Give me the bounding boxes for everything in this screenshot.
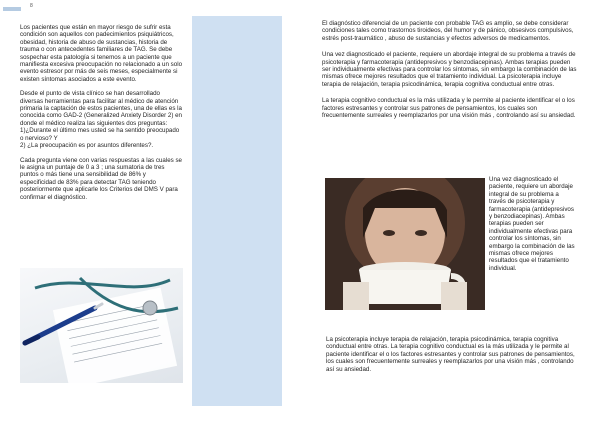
left-column (20, 24, 182, 208)
right-column (322, 20, 580, 128)
decorative-blue-panel (192, 16, 282, 406)
side-text-block (489, 176, 577, 272)
bottom-text-block (326, 336, 576, 373)
side-paragraph: Una vez diagnosticado el paciente, requiere un abordaje integral de su problema a través de psicoterapia y farmacoterapia (antidepresivos y benzodiacepinas). Ambas terapias pueden ser individualmente efectivas para controlar los síntomas, sin embargo la combinación de las mismas ofrece mejores resultados que el tratamiento individual. (489, 176, 575, 272)
page-header-bar (3, 7, 21, 11)
woman-cup-icon (325, 178, 485, 310)
stethoscope-icon (20, 268, 183, 383)
left-paragraph-2: Desde el punto de vista clínico se han desarrollado diversas herramientas para facilitar al médico de atención primaria la captación de estos pacientes, una de ellas es la conocida como GAD-2 (Generalized Anxiety Disorder 2) en donde el médico realiza las siguientes dos preguntas: 1)¿Durante el último mes usted se ha sentido preocupado o nervioso? Y 2) ¿La preocupación es por asuntos diferentes?. (20, 90, 183, 150)
woman-with-cup-photo (325, 178, 485, 310)
left-paragraph-3: Cada pregunta viene con varias respuestas a las cuales se le asigna un puntaje de 0 a 3 ; una sumatoria de tres puntos o más tiene una sensibilidad de 86% y especificidad de 83% para detectar TAG teniendo posteriormente que aplicarle los Criterios del DMS V para confirmar el diagnóstico. (20, 156, 183, 201)
stethoscope-photo (20, 268, 183, 383)
right-paragraph-3: La terapia cognitivo conductual es la más utilizada y le permite al paciente identificar el o los factores estresantes y controlar sus patrones de pensamientos, los cuales son frecuentemente surreales y reemplazarlos por una visión más , controlando así su ansiedad. (322, 97, 576, 120)
right-paragraph-1: El diagnóstico diferencial de un paciente con probable TAG es amplio, se debe considerar condiciones tales como trastornos tiroideos, del humor y de pánico, obsesivos compulsivos, estrés post-traumático , abuso de sustancias y efectos adversos de medicamentos. (322, 20, 574, 42)
right-paragraph-2: Una vez diagnosticado el paciente, requiere un abordaje integral de su problema a través de psicoterapia y farmacoterapia (antidepresivos y benzodiacepinas). Ambas terapias pueden ser individualmente efectivas para controlar los síntomas, sin embargo la combinación de las mismas ofrece mejores resultados que el tratamiento individual. La psicoterapia incluye terapia de relajación, terapia psicodinámica, terapia cognitiva conductual entre otras. (322, 51, 577, 88)
left-paragraph-1: Los pacientes que están en mayor riesgo de sufrir esta condición son aquellos con padecimientos psiquiátricos, obesidad, historia de abuso de sustancias, historia de trauma o con antecedentes familiares de TAG. Se debe sospechar esta patología si tenemos a un paciente que manifiesta excesiva preocupación no relacionado a un solo evento estresor por más de seis meses, especialmente si existen síntomas asociados a este evento. (20, 24, 183, 83)
page-number: 8 (30, 3, 33, 9)
bottom-paragraph: La psicoterapia incluye terapia de relajación, terapia psicodinámica, terapia cognitiva conductual entre otras. La terapia cognitivo conductual es la más utilizada y le permite al paciente identificar el o los factores estresantes y controlar sus patrones de pensamientos, los cuales son frecuentemente surreales y reemplazarlos por una visión más , controlando así su ansiedad. (326, 336, 575, 373)
